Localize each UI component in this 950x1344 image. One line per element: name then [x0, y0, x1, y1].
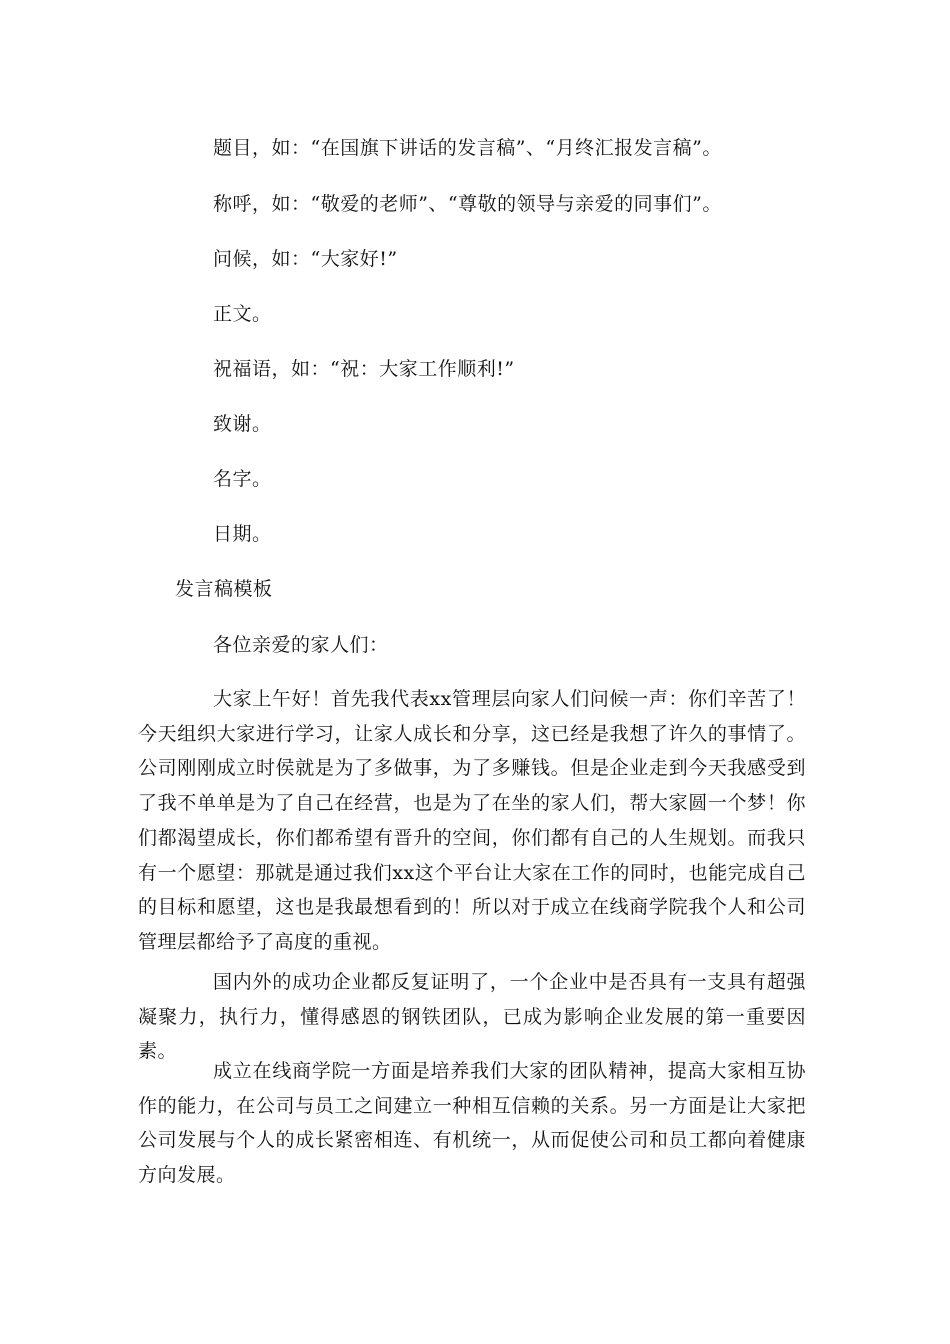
template-heading: 发言稿模板 [175, 578, 273, 600]
outline-item-salutation: 称呼，如：“敬爱的老师”、“尊敬的领导与亲爱的同事们”。 [213, 193, 722, 215]
outline-item-body: 正文。 [213, 303, 272, 325]
speech-salutation: 各位亲爱的家人们： [213, 634, 389, 656]
outline-item-greeting: 问候，如：“大家好!” [213, 248, 398, 270]
speech-paragraph: 国内外的成功企业都反复证明了，一个企业中是否具有一支具有超强凝聚力，执行力，懂得感恩的钢铁团队，已成为影响企业发展的第一重要因素。 [138, 971, 806, 1063]
outline-item-title: 题目，如：“在国旗下讲话的发言稿”、“月终汇报发言稿”。 [213, 137, 722, 159]
outline-item-blessing: 祝福语，如：“祝：大家工作顺利!” [213, 358, 515, 380]
speech-paragraph: 成立在线商学院一方面是培养我们大家的团队精神，提高大家相互协作的能力，在公司与员工之间建立一种相互信赖的关系。另一方面是让大家把公司发展与个人的成长紧密相连、有机统一，从而促使公司和员工都向着健康方向发展。 [138, 1060, 806, 1187]
speech-paragraph: 大家上午好！首先我代表xx管理层向家人们问候一声：你们辛苦了！今天组织大家进行学习，让家人成长和分享，这已经是我想了许久的事情了。公司刚刚成立时侯就是为了多做事，为了多赚钱。但是企业走到今天我感受到了我不单单是为了自己在经营，也是为了在坐的家人们，帮大家圆一个梦！你们都渴望成长，你们都希望有晋升的空间，你们都有自己的人生规划。而我只有一个愿望：那就是通过我们xx这个平台让大家在工作的同时，也能完成自己的目标和愿望，这也是我最想看到的！所以对于成立在线商学院我个人和公司管理层都给予了高度的重视。 [138, 688, 806, 953]
outline-item-date: 日期。 [213, 523, 272, 545]
outline-item-thanks: 致谢。 [213, 413, 272, 435]
outline-item-name: 名字。 [213, 468, 272, 490]
